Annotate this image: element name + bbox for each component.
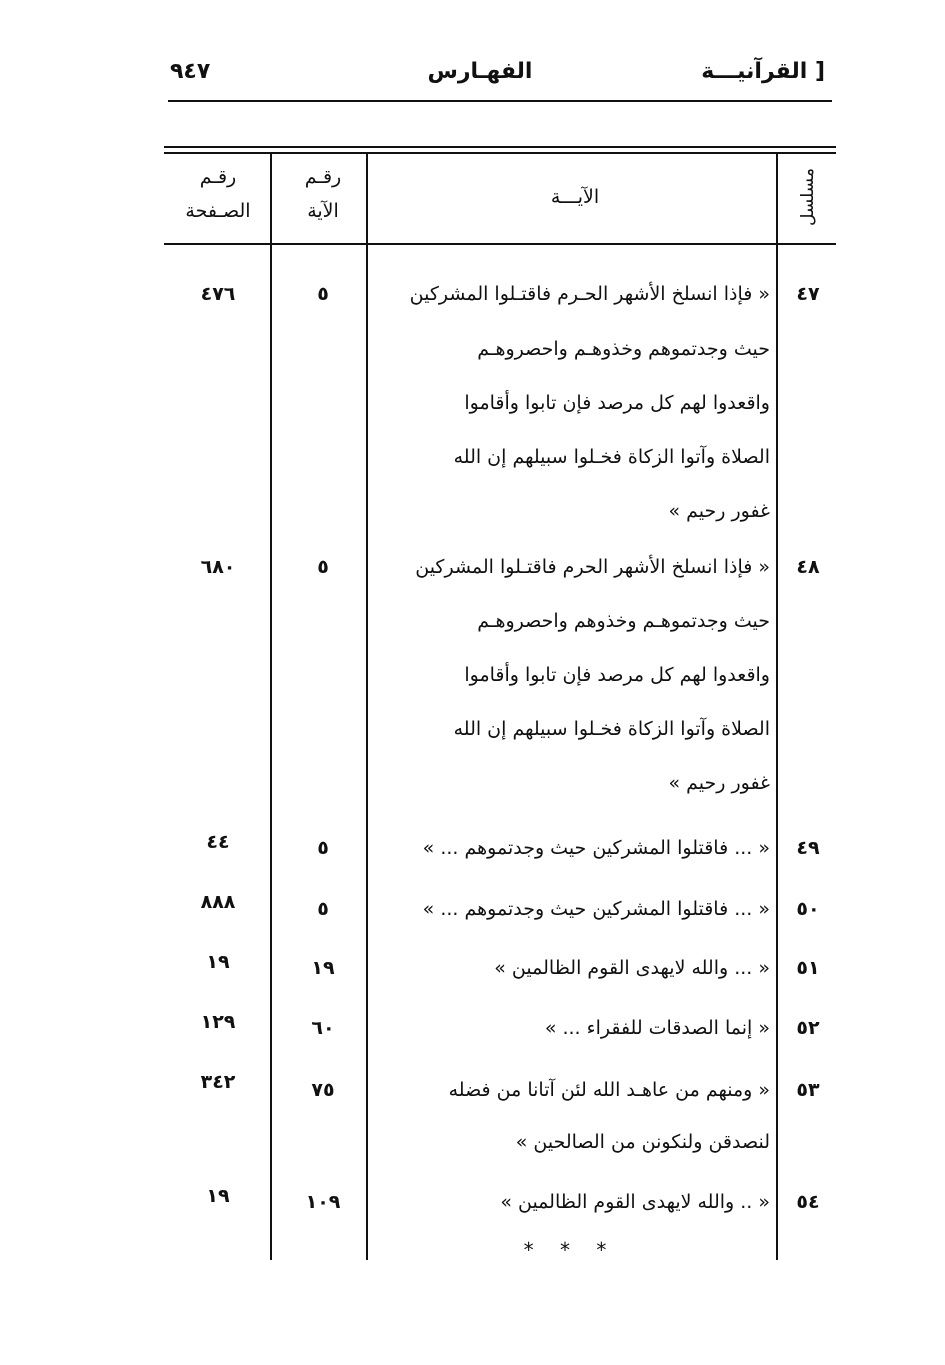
row-serial: ٥١	[796, 957, 820, 979]
row-serial: ٤٨	[796, 556, 820, 578]
row-verse-line: واقعدوا لهم كل مرصد فإن تابوا وأقاموا	[464, 664, 770, 686]
row-verse-line: « ... فاقتلوا المشركين حيث وجدتموهم ... »	[422, 898, 770, 920]
row-verse-number: ٧٥	[311, 1079, 335, 1101]
header-rule	[168, 100, 832, 102]
column-divider-serial	[776, 152, 778, 1260]
row-verse-line: الصلاة وآتوا الزكاة فخـلوا سبيلهم إن الله	[453, 446, 770, 468]
row-verse-line: « .. والله لايهدى القوم الظالمين »	[500, 1191, 770, 1213]
row-verse-line: الصلاة وآتوا الزكاة فخـلوا سبيلهم إن الله	[453, 718, 770, 740]
row-verse-line: « ومنهم من عاهـد الله لئن آتانا من فضله	[448, 1079, 770, 1101]
row-serial: ٥٤	[796, 1191, 820, 1213]
row-page-number: ٤٤	[206, 831, 230, 853]
row-verse-number: ٦٠	[311, 1017, 335, 1039]
header-page-number: ٩٤٧	[170, 59, 211, 84]
row-verse-number: ٥	[317, 283, 329, 305]
header-section-title: القرآنيـــة ]	[701, 59, 825, 84]
table-top-rule	[164, 146, 836, 148]
column-header-verse-number-line2: الآية	[307, 200, 339, 222]
column-header-serial: مسلسل	[798, 168, 818, 226]
row-verse-line: « فإذا انسلخ الأشهر الحـرم فاقتـلوا المشركين	[409, 283, 770, 305]
column-header-verse: الآيـــة	[550, 186, 600, 208]
column-divider-verse-number	[270, 152, 272, 1260]
row-verse-number: ٥	[317, 837, 329, 859]
row-verse-number: ٥	[317, 556, 329, 578]
row-serial: ٤٧	[796, 283, 820, 305]
column-header-page-number-line1: رقـم	[199, 166, 237, 188]
row-page-number: ٦٨٠	[200, 556, 236, 578]
column-header-verse-number-line1: رقـم	[304, 166, 342, 188]
row-page-number: ١٩	[206, 951, 230, 973]
row-verse-line: حيث وجدتموهم وخذوهـم واحصروهـم	[477, 338, 770, 360]
row-verse-line: لنصدقن ولنكونن من الصالحين »	[515, 1131, 770, 1153]
closing-ornament: * * *	[523, 1238, 617, 1262]
row-verse-number: ١٠٩	[305, 1191, 341, 1213]
row-verse-line: « فإذا انسلخ الأشهر الحرم فاقتـلوا المشركين	[415, 556, 770, 578]
table-header-rule	[164, 243, 836, 245]
row-serial: ٥٢	[796, 1017, 820, 1039]
row-verse-line: حيث وجدتموهـم وخذوهم واحصروهـم	[477, 610, 770, 632]
row-verse-line: « ... والله لايهدى القوم الظالمين »	[494, 957, 770, 979]
row-verse-number: ١٩	[311, 957, 335, 979]
header-title: الفهـارس	[427, 59, 533, 84]
table-top-rule-inner	[164, 152, 836, 154]
row-verse-line: « إنما الصدقات للفقراء ... »	[544, 1017, 770, 1039]
row-verse-line: غفور رحيم »	[668, 772, 770, 794]
row-serial: ٥٠	[796, 898, 820, 920]
row-serial: ٥٣	[796, 1079, 820, 1101]
row-serial: ٤٩	[796, 837, 820, 859]
column-header-page-number-line2: الصـفحة	[185, 200, 251, 222]
row-page-number: ١٢٩	[200, 1011, 236, 1033]
row-page-number: ٤٧٦	[200, 283, 236, 305]
row-page-number: ١٩	[206, 1185, 230, 1207]
row-verse-line: « ... فاقتلوا المشركين حيث وجدتموهم ... »	[422, 837, 770, 859]
row-verse-line: غفور رحيم »	[668, 500, 770, 522]
row-verse-number: ٥	[317, 898, 329, 920]
row-page-number: ٨٨٨	[200, 891, 236, 913]
row-page-number: ٣٤٢	[200, 1071, 236, 1093]
row-verse-line: واقعدوا لهم كل مرصد فإن تابوا وأقاموا	[464, 392, 770, 414]
